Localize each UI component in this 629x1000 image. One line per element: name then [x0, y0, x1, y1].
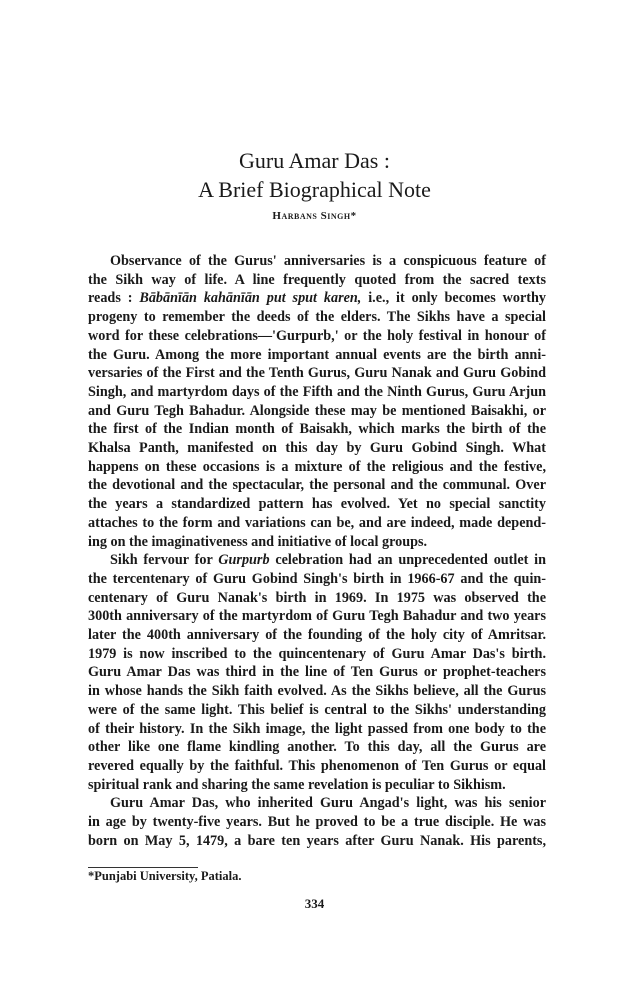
- text-line: [88, 551, 546, 570]
- text-line: Khalsa Panth, manifested on this day by Guru Gobind Singh. What: [88, 440, 546, 457]
- text-line: 300th anniversary of the martyrdom of Guru Tegh Bahadur and two years: [88, 608, 546, 625]
- text-line: word for these celebrations—'Gurpurb,' or the holy festival in honour of: [88, 327, 546, 344]
- author-byline: Harbans Singh*: [272, 210, 357, 222]
- body-text: [88, 252, 546, 851]
- text-line: born on May 5, 1479, a bare ten years after Guru Nanak. His parents,: [88, 832, 546, 849]
- text-line: in whose hands the Sikh faith evolved. As the Sikhs believe, all the Gurus: [88, 683, 546, 700]
- text-line: happens on these occasions is a mixture of the religious and the festive,: [88, 458, 546, 475]
- text-line: the tercentenary of Guru Gobind Singh's birth in 1966-67 and the quin-: [88, 570, 546, 587]
- text-line: revered equally by the faithful. This phenomenon of Ten Gurus or equal: [88, 757, 546, 774]
- text-line: ing on the imaginativeness and initiative of local groups.: [88, 533, 428, 550]
- text-line: were of the same light. This belief is central to the Sikhs' understanding: [88, 701, 546, 718]
- text-line: in age by twenty-five years. But he proved to be a true disciple. He was: [88, 814, 546, 831]
- text-line: Guru Amar Das was third in the line of Ten Gurus or prophet-teachers: [88, 664, 546, 681]
- text-line: the Sikh way of life. A line frequently quoted from the sacred texts: [88, 271, 546, 288]
- page-number: 334: [304, 896, 325, 911]
- footnote-marker: *: [88, 869, 95, 883]
- italic-quote: Bābānīān kahānīān put sput karen,: [139, 290, 362, 307]
- text-fragment: Sikh fervour for: [110, 552, 219, 569]
- text-line: the first of the Indian month of Baisakh, which marks the birth of the: [88, 421, 546, 438]
- text-fragment: reads :: [88, 290, 140, 307]
- text-line: and Guru Tegh Bahadur. Alongside these may be mentioned Baisakhi, or: [88, 402, 546, 419]
- paragraph-3: [88, 794, 546, 850]
- text-line: later the 400th anniversary of the founding of the holy city of Amritsar.: [88, 627, 546, 644]
- text-line: centenary of Guru Nanak's birth in 1969. In 1975 was observed the: [88, 589, 546, 606]
- text-line: the years a standardized pattern has evolved. Yet no special sanctity: [88, 496, 546, 513]
- footnote-text: Punjabi University, Patiala.: [94, 869, 242, 883]
- text-line: 1979 is now inscribed to the quincentenary of Guru Amar Das's birth.: [88, 645, 546, 662]
- title-line-2: A Brief Biographical Note: [198, 177, 431, 202]
- text-line: versaries of the First and the Tenth Gurus, Guru Nanak and Guru Gobind: [88, 365, 546, 382]
- text-line: the devotional and the spectacular, the personal and the communal. Over: [88, 477, 546, 494]
- text-line: Singh, and martyrdom days of the Fifth and the Ninth Gurus, Guru Arjun: [88, 383, 546, 400]
- text-line: Observance of the Gurus' anniversaries is a conspicuous feature of: [110, 253, 546, 269]
- footnote: [88, 868, 241, 884]
- paragraph-2: [88, 551, 546, 794]
- text-line: [88, 289, 546, 308]
- text-line: the Guru. Among the more important annual events are the birth anni-: [88, 346, 546, 363]
- text-fragment: i.e., it only becomes worthy: [361, 290, 546, 307]
- italic-term: Gurpurb: [218, 552, 270, 569]
- text-line: spiritual rank and sharing the same revelation is peculiar to Sikhism.: [88, 776, 506, 793]
- text-line: of their history. In the Sikh image, the light passed from one body to the: [88, 720, 546, 737]
- text-line: other like one flame kindling another. To this day, all the Gurus are: [88, 739, 546, 756]
- text-line: Guru Amar Das, who inherited Guru Angad's light, was his senior: [110, 795, 546, 812]
- text-line: progeny to remember the deeds of the elders. The Sikhs have a special: [88, 309, 546, 326]
- title-line-1: Guru Amar Das :: [239, 148, 390, 173]
- text-fragment: celebration had an unprecedented outlet in: [269, 552, 546, 569]
- paragraph-1: [88, 252, 546, 551]
- text-line: attaches to the form and variations can be, and are indeed, made depend-: [88, 514, 546, 531]
